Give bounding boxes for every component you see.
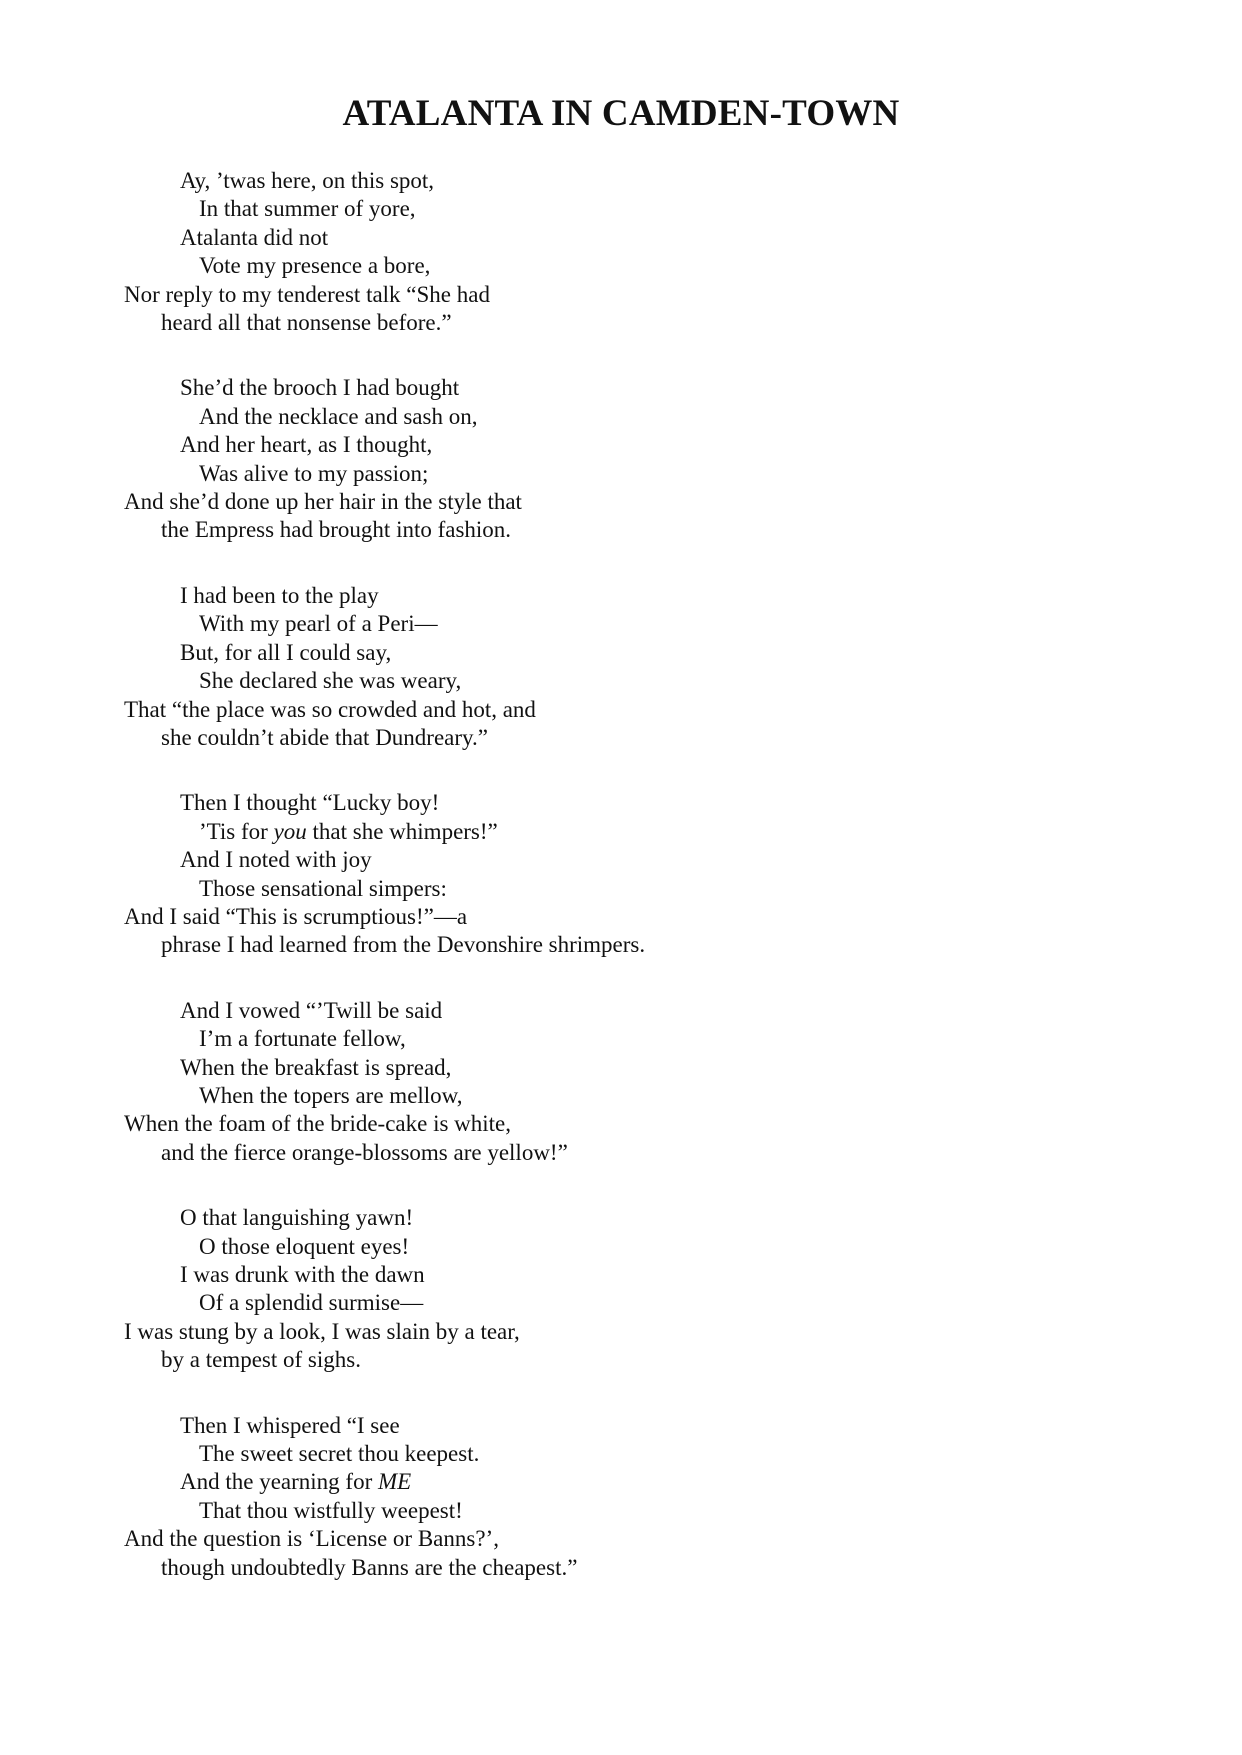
poem-line: When the foam of the bride-cake is white, xyxy=(124,1111,512,1137)
poem-line: With my pearl of a Peri— xyxy=(199,611,438,637)
stanza-3 xyxy=(124,582,1124,752)
poem-line: I’m a fortunate fellow, xyxy=(199,1026,406,1052)
poem-line: And I noted with joy xyxy=(180,847,372,873)
poem-line: And the necklace and sash on, xyxy=(199,403,478,429)
poem-line: Those sensational simpers: xyxy=(199,875,447,901)
poem-body xyxy=(124,167,1124,1619)
poem-line: I was drunk with the dawn xyxy=(180,1262,425,1287)
poem-line: she couldn’t abide that Dundreary.” xyxy=(161,724,488,750)
poem-line xyxy=(124,818,1124,846)
poem-line: by a tempest of sighs. xyxy=(161,1347,361,1373)
poem-line: And I said “This is scrumptious!”—a xyxy=(124,903,468,929)
poem-line: though undoubtedly Banns are the cheapest.” xyxy=(161,1554,578,1580)
poem-line: Then I thought “Lucky boy! xyxy=(180,790,440,816)
poem-line: The sweet secret thou keepest. xyxy=(199,1441,480,1467)
poem-line: She declared she was weary, xyxy=(199,668,462,694)
stanza-4 xyxy=(124,789,1124,959)
poem-line: and the fierce orange-blossoms are yellow!” xyxy=(161,1139,568,1165)
poem-line: Ay, ’twas here, on this spot, xyxy=(180,168,435,193)
poem-line: Was alive to my passion; xyxy=(199,460,429,486)
poem-line: And I vowed “’Twill be said xyxy=(180,997,443,1023)
poem-line: Atalanta did not xyxy=(180,224,329,250)
emphasis-word: you xyxy=(273,818,307,844)
poem-line: Then I whispered “I see xyxy=(180,1412,400,1438)
poem-line: Nor reply to my tenderest talk “She had xyxy=(124,281,490,307)
emphasis-word: ME xyxy=(378,1469,412,1495)
poem-line: That “the place was so crowded and hot, and xyxy=(124,696,536,722)
poem-line: I had been to the play xyxy=(180,582,379,608)
stanza-7 xyxy=(124,1412,1124,1582)
poem-line: O those eloquent eyes! xyxy=(199,1233,410,1259)
poem-line: O that languishing yawn! xyxy=(180,1205,414,1231)
poem-line: She’d the brooch I had bought xyxy=(180,375,460,401)
poem-line xyxy=(124,1468,1124,1496)
poem-line-part: ’Tis for xyxy=(199,818,274,844)
stanza-2 xyxy=(124,374,1124,544)
poem-line: When the breakfast is spread, xyxy=(180,1054,452,1080)
poem-line: And the question is ‘License or Banns?’, xyxy=(124,1526,499,1552)
poem-title: ATALANTA IN CAMDEN-TOWN xyxy=(342,93,900,134)
poem-line: Of a splendid surmise— xyxy=(199,1290,424,1316)
poem-line: heard all that nonsense before.” xyxy=(161,310,452,336)
poem-line: phrase I had learned from the Devonshire shrimpers. xyxy=(161,932,646,958)
poem-line: I was stung by a look, I was slain by a tear, xyxy=(124,1318,520,1344)
poem-line: When the topers are mellow, xyxy=(199,1082,463,1108)
poem-line: But, for all I could say, xyxy=(180,639,392,665)
poem-line-part: And the yearning for xyxy=(180,1469,378,1495)
poem-line: That thou wistfully weepest! xyxy=(199,1497,463,1523)
stanza-1 xyxy=(124,167,1124,337)
poem-line: And she’d done up her hair in the style that xyxy=(124,489,522,515)
poem-line: Vote my presence a bore, xyxy=(199,253,431,279)
stanza-6 xyxy=(124,1204,1124,1374)
poem-line: the Empress had brought into fashion. xyxy=(161,517,512,543)
stanza-5 xyxy=(124,997,1124,1167)
poem-line-part: that she whimpers!” xyxy=(306,818,498,844)
poem-line: In that summer of yore, xyxy=(199,196,416,222)
poem-line: And her heart, as I thought, xyxy=(180,432,433,458)
